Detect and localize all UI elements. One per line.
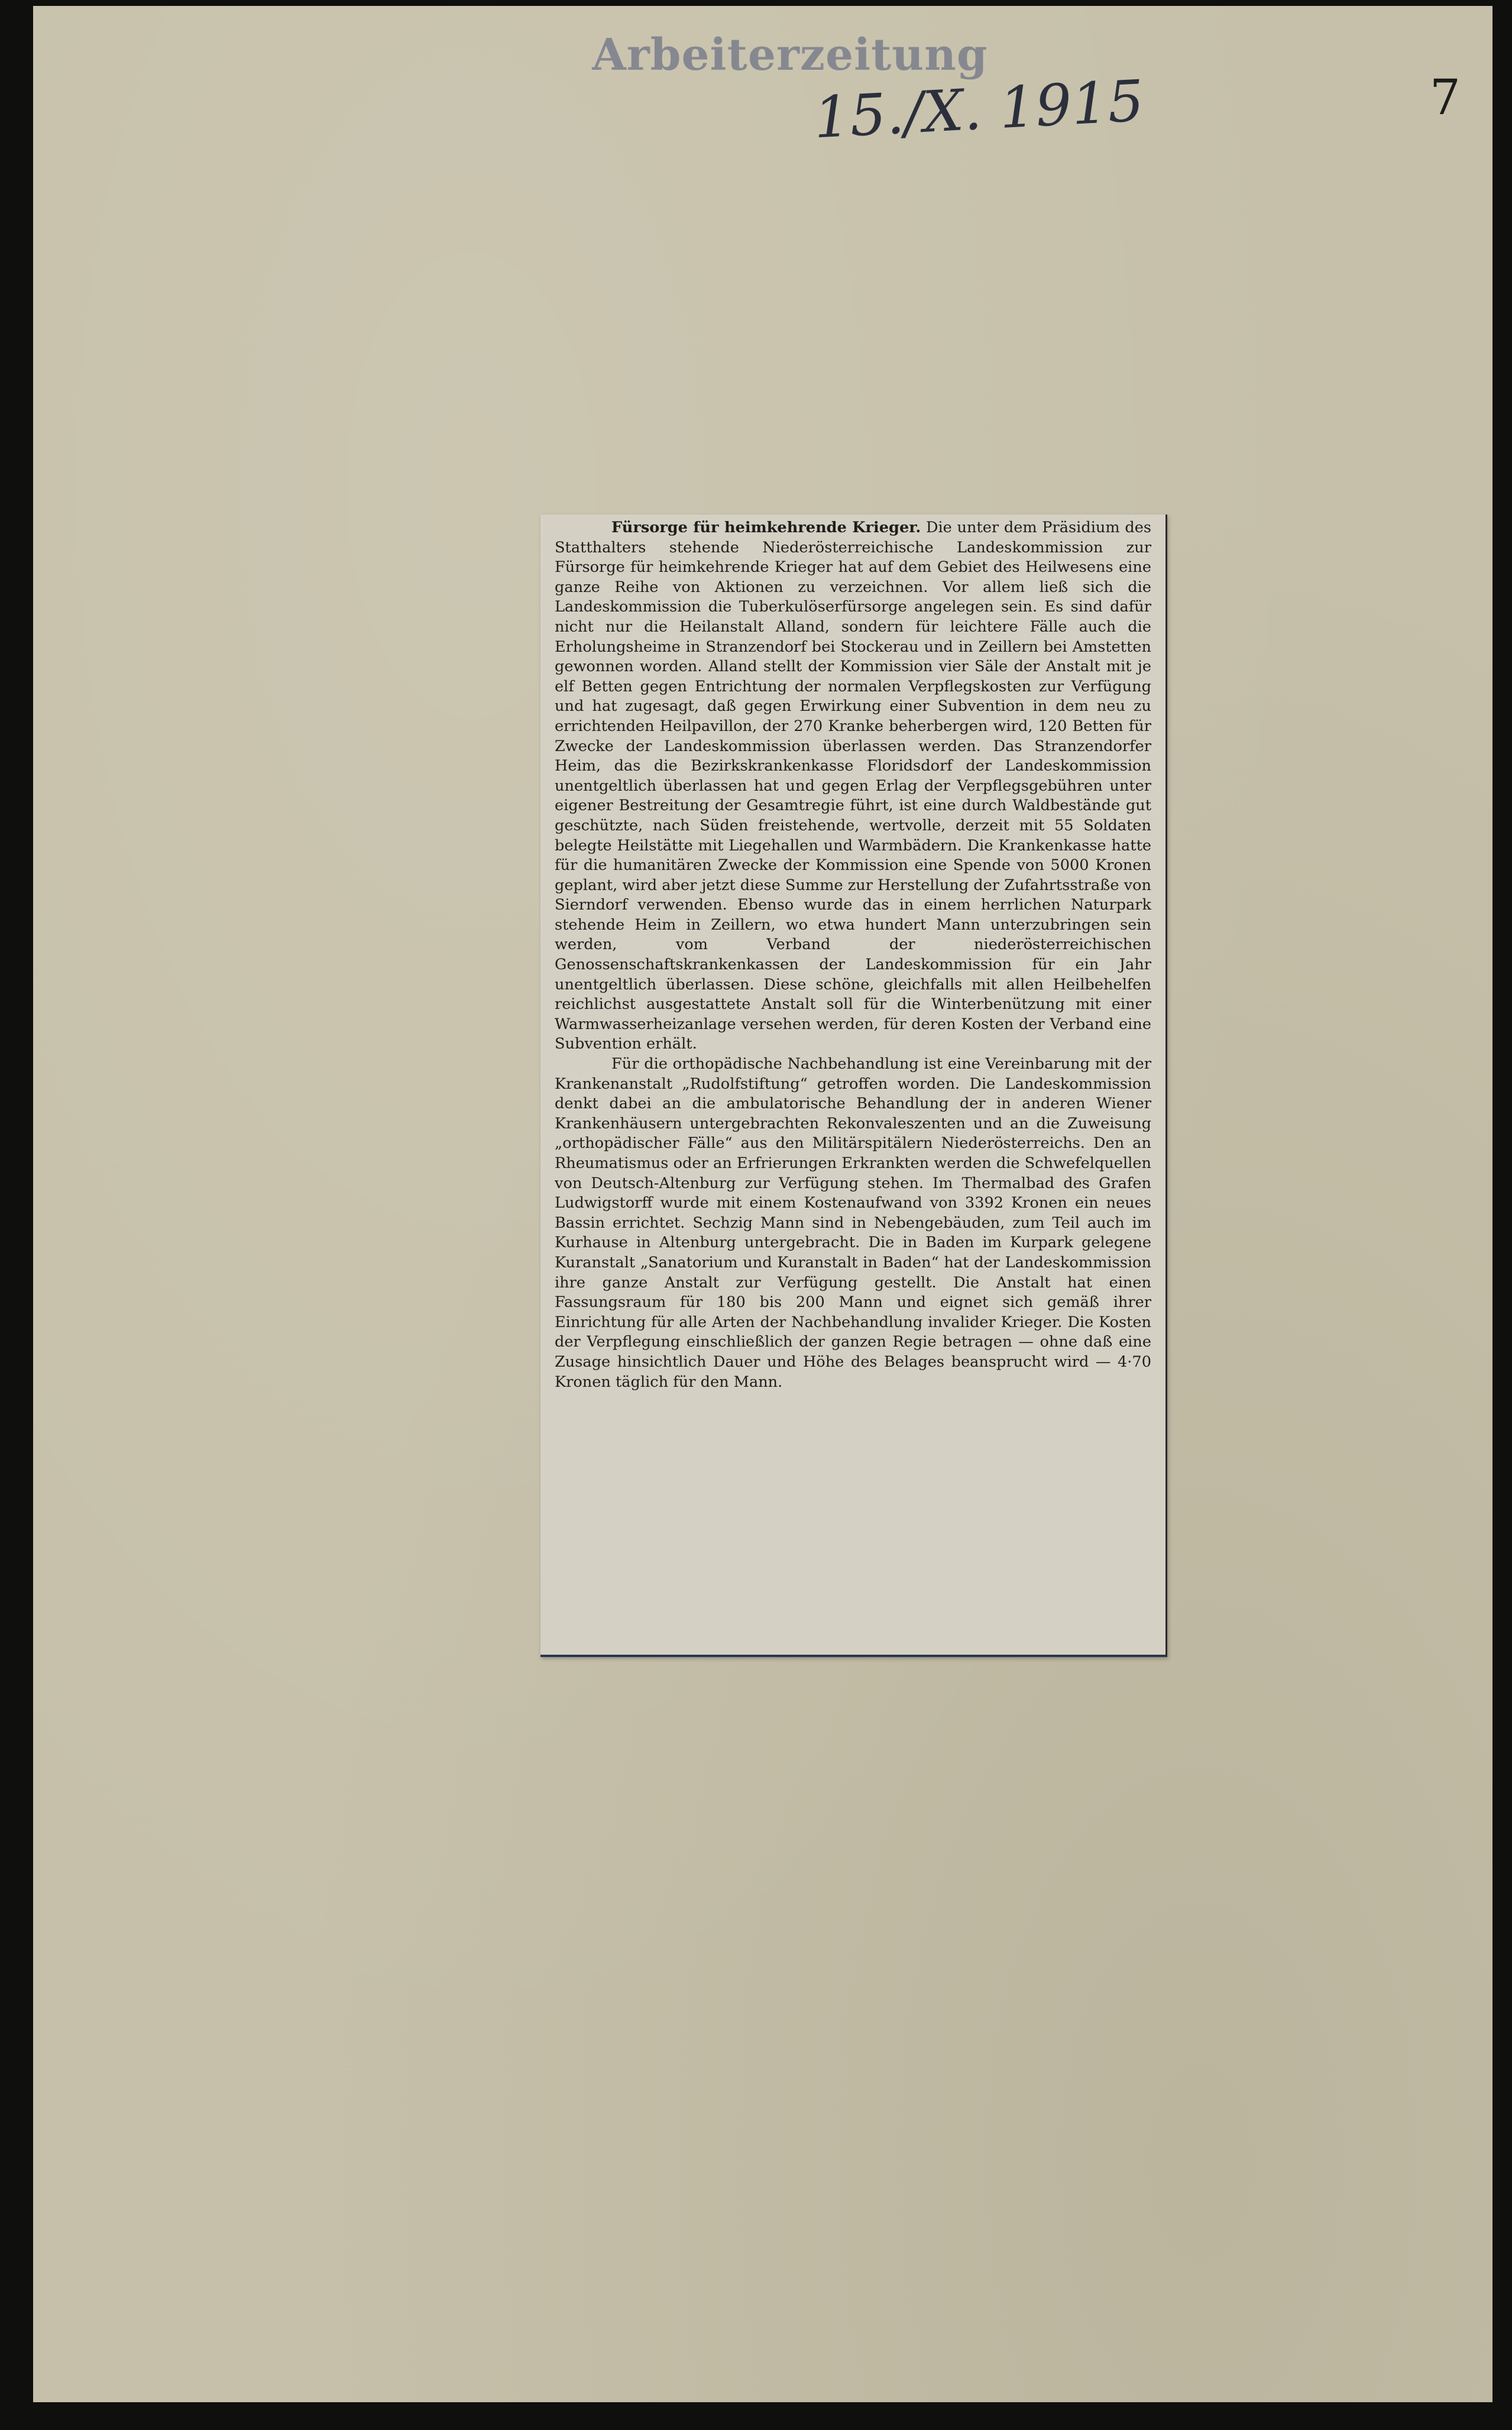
- newspaper-stamp: Arbeiterzeitung: [592, 30, 988, 80]
- newspaper-clipping: [540, 515, 1167, 1657]
- article-paragraph: [555, 1054, 1151, 1392]
- article-paragraph: [555, 518, 1151, 1054]
- archive-sheet: [33, 6, 1492, 2402]
- handwritten-date: 15./X. 1915: [812, 67, 1146, 151]
- article-headline: Fürsorge für heimkehrende Krieger.: [611, 519, 921, 536]
- article-paragraph-1-text: Die unter dem Präsidium des Statthalters stehende Niederösterreichische Landeskommission zur Fürsorge für heimkehrende Krieger hat auf dem Gebiet des Heilwesens eine ganze Reihe von Aktionen zu verzeichnen. Vor allem ließ sich die Landeskommission die Tuberkulöserfürsorge angelegen sein. Es sind dafür nicht nur die Heilanstalt Alland, sondern für leichtere Fälle auch die Erholungsheime in Stranzendorf bei Stockerau und in Zeillern bei Amstetten gewonnen worden. Alland stellt der Kommission vier Säle der Anstalt mit je elf Betten gegen Entrichtung der normalen Verpflegskosten zur Verfügung und hat zugesagt, daß gegen Erwirkung einer Subvention in dem neu zu errichtenden Heilpavillon, der 270 Kranke beherbergen wird, 120 Betten für Zwecke der Landeskommission überlassen werden. Das Stranzendorfer Heim, das die Bezirkskrankenkasse Floridsdorf der Landeskommission unentgeltlich überlassen hat und gegen Erlag der Verpflegsgebühren unter eigener Bestreitung der Gesamtregie führt, ist eine durch Waldbestände gut geschützte, nach Süden freistehende, wertvolle, derzeit mit 55 Soldaten belegte Heilstätte mit Liegehallen und Warmbädern. Die Krankenkasse hatte für die humanitären Zwecke der Kommission eine Spende von 5000 Kronen geplant, wird aber jetzt diese Summe zur Herstellung der Zufahrtsstraße von Sierndorf verwenden. Ebenso wurde das in einem herrlichen Naturpark stehende Heim in Zeillern, wo etwa hundert Mann unterzubringen sein werden, vom Verband der niederösterreichischen Genossenschaftskrankenkassen der Landeskommission für ein Jahr unentgeltlich überlassen. Diese schöne, gleichfalls mit allen Heilbehelfen reichlichst ausgestattete Anstalt soll für die Winterbenützung mit einer Warmwasserheizanlage versehen werden, für deren Kosten der Verband eine Subvention erhält.: [555, 519, 1152, 1053]
- page-number: 7: [1429, 70, 1461, 126]
- article-paragraph-2-text: Für die orthopädische Nachbehandlung ist eine Vereinbarung mit der Krankenanstalt „Rudolfstiftung“ getroffen worden. Die Landeskommission denkt dabei an die ambulatorische Behandlung der in anderen Wiener Krankenhäusern untergebrachten Rekonvaleszenten und an die Zuweisung „orthopädischer Fälle“ aus den Militärspitälern Niederösterreichs. Den an Rheumatismus oder an Erfrierungen Erkrankten werden die Schwefelquellen von Deutsch-Altenburg zur Verfügung stehen. Im Thermalbad des Grafen Ludwigstorff wurde mit einem Kostenaufwand von 3392 Kronen ein neues Bassin errichtet. Sechzig Mann sind in Nebengebäuden, zum Teil auch im Kurhause in Altenburg untergebracht. Die in Baden im Kurpark gelegene Kuranstalt „Sanatorium und Kuranstalt in Baden“ hat der Landeskommission ihre ganze Anstalt zur Verfügung gestellt. Die Anstalt hat einen Fassungsraum für 180 bis 200 Mann und eignet sich gemäß ihrer Einrichtung für alle Arten der Nachbehandlung invalider Krieger. Die Kosten der Verpflegung einschließlich der ganzen Regie betragen — ohne daß eine Zusage hinsichtlich Dauer und Höhe des Belages beansprucht wird — 4·70 Kronen täglich für den Mann.: [555, 1055, 1151, 1391]
- article-body: [555, 518, 1151, 1392]
